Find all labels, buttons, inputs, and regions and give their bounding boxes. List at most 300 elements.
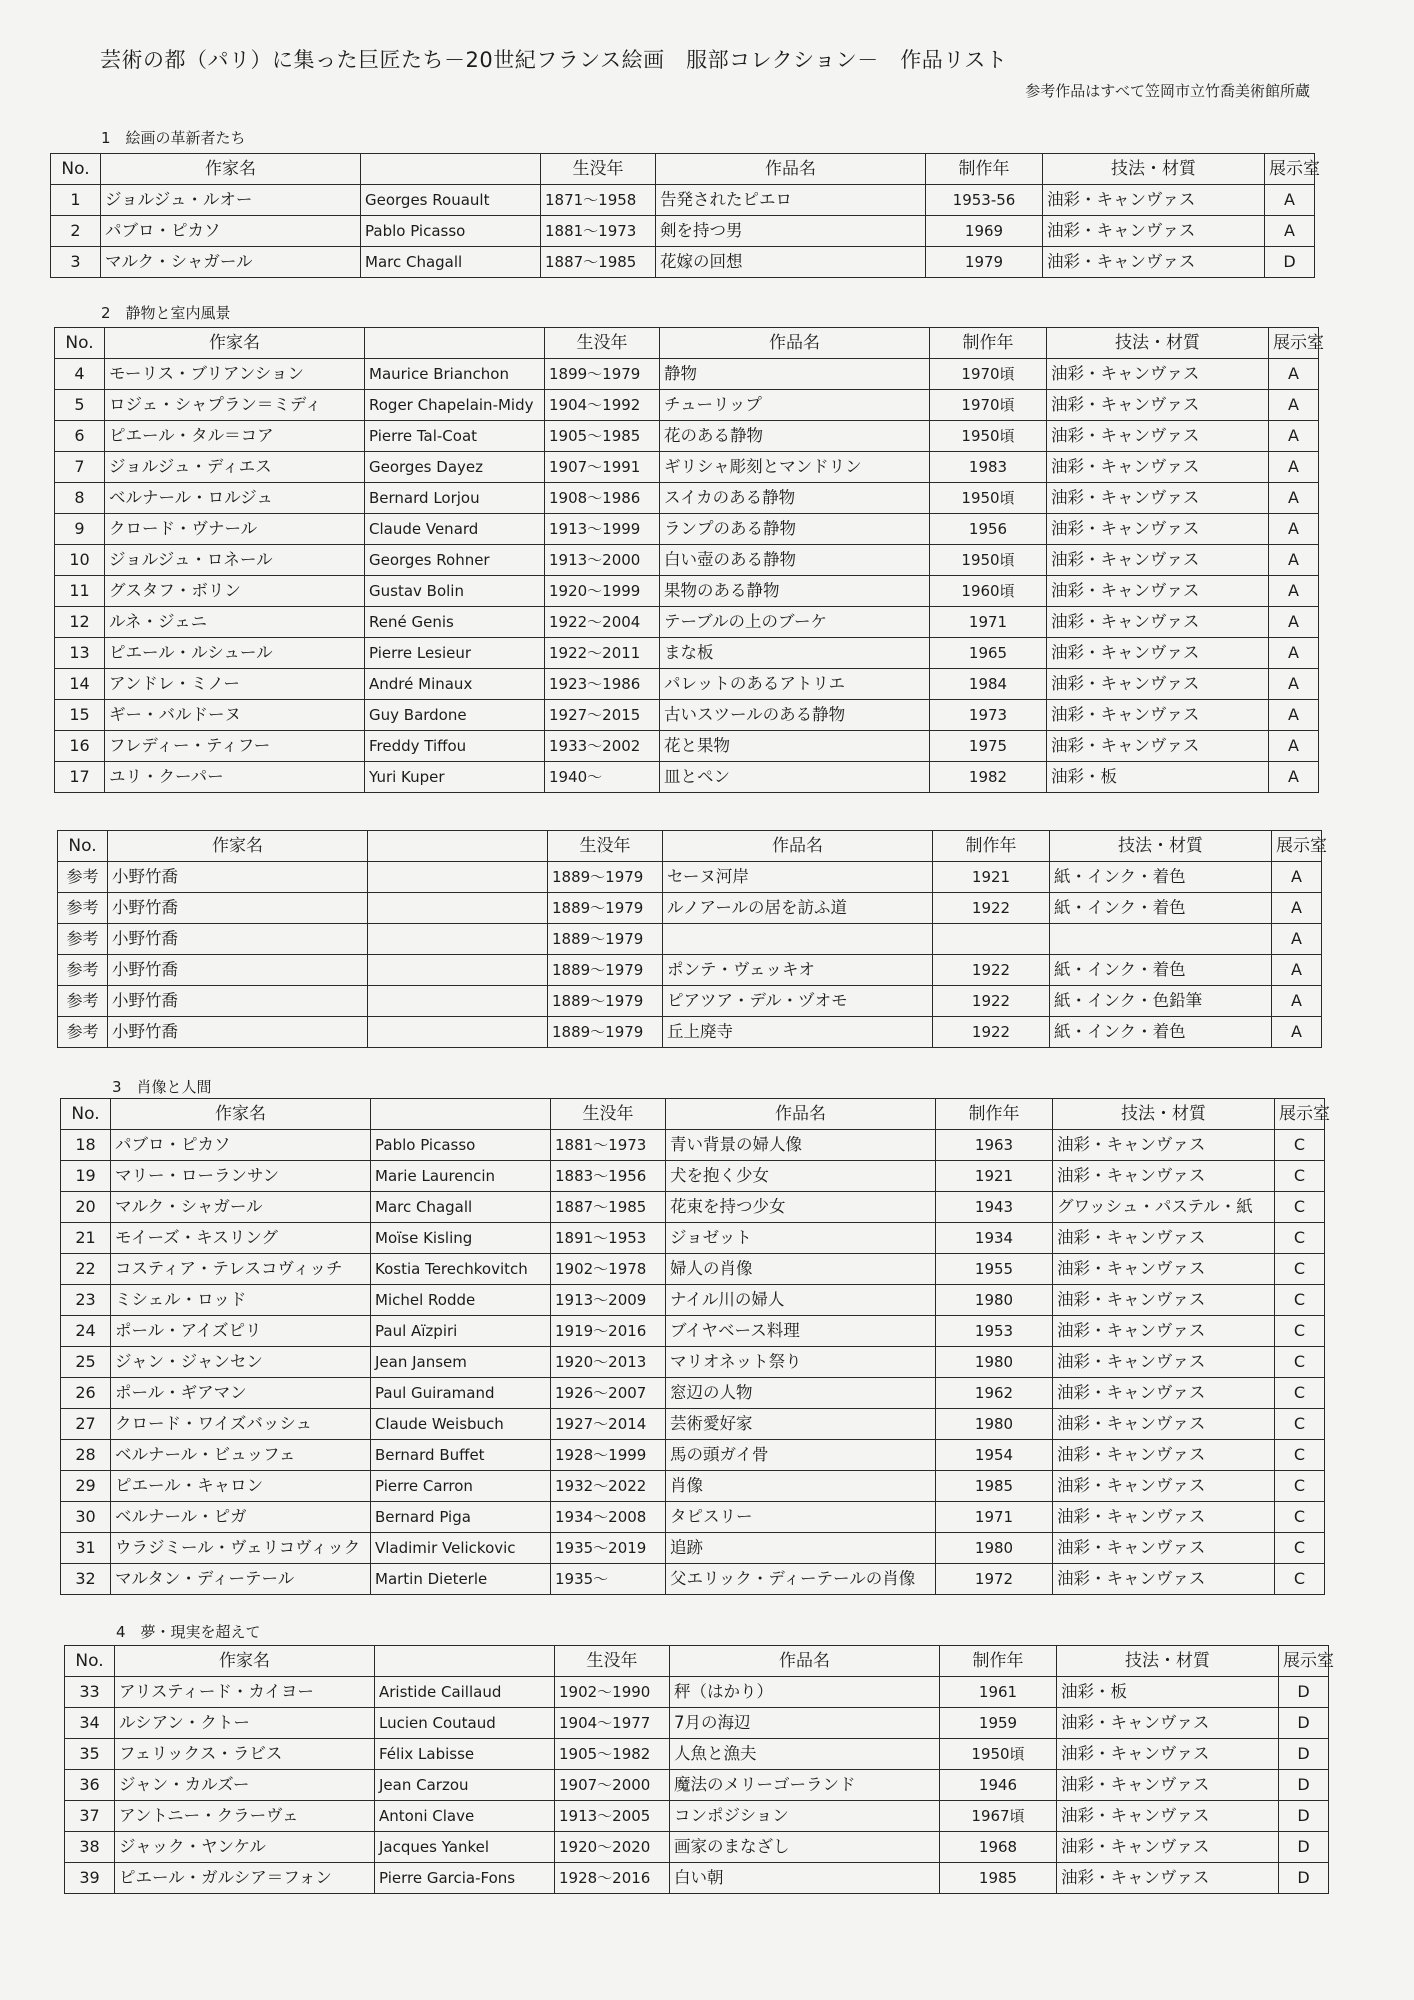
table-row: [61, 1130, 1325, 1161]
year-cell: 1972: [936, 1564, 1053, 1595]
artist-en-cell: Moïse Kisling: [371, 1223, 551, 1254]
artist-en-cell: Marc Chagall: [361, 247, 541, 278]
room-cell: A: [1269, 576, 1319, 607]
artist-en-cell: Lucien Coutaud: [375, 1708, 555, 1739]
table-row: [55, 669, 1319, 700]
room-cell: D: [1279, 1677, 1329, 1708]
work-title-cell: 皿とペン: [660, 762, 930, 793]
artist-ja-cell: フレディー・ティフー: [105, 731, 365, 762]
year-cell: 1983: [930, 452, 1047, 483]
work-title-cell: チューリップ: [660, 390, 930, 421]
section-heading-4: 4 夢・現実を超えて: [116, 1623, 261, 1641]
number-cell: 17: [55, 762, 105, 793]
work-title-cell: 父エリック・ディーテールの肖像: [666, 1564, 936, 1595]
table-row: [55, 359, 1319, 390]
artist-ja-cell: アリスティード・カイヨー: [115, 1677, 375, 1708]
table-row: [55, 731, 1319, 762]
work-title-cell: 花と果物: [660, 731, 930, 762]
year-cell: 1971: [930, 607, 1047, 638]
room-cell: A: [1272, 893, 1322, 924]
room-cell: D: [1279, 1708, 1329, 1739]
table-row: [61, 1192, 1325, 1223]
work-title-cell: 肖像: [666, 1471, 936, 1502]
room-cell: A: [1265, 185, 1315, 216]
medium-cell: 油彩・キャンヴァス: [1047, 638, 1269, 669]
header-artist: 作家名: [101, 154, 361, 185]
room-cell: D: [1279, 1739, 1329, 1770]
header-medium: 技法・材質: [1057, 1646, 1279, 1677]
document-title: 芸術の都（パリ）に集った巨匠たち－20世紀フランス絵画 服部コレクション－ 作品リスト: [100, 48, 1008, 72]
lifespan-cell: 1922～2004: [545, 607, 660, 638]
header-year: 制作年: [940, 1646, 1057, 1677]
medium-cell: 油彩・キャンヴァス: [1043, 247, 1265, 278]
lifespan-cell: 1889～1979: [548, 955, 663, 986]
artist-ja-cell: ギー・バルドーヌ: [105, 700, 365, 731]
lifespan-cell: 1934～2008: [551, 1502, 666, 1533]
medium-cell: 油彩・板: [1047, 762, 1269, 793]
medium-cell: 油彩・キャンヴァス: [1057, 1770, 1279, 1801]
room-cell: A: [1269, 607, 1319, 638]
year-cell: 1982: [930, 762, 1047, 793]
table-row: [61, 1347, 1325, 1378]
section-heading-1: 1 絵画の革新者たち: [101, 129, 246, 147]
artist-en-cell: Pierre Tal-Coat: [365, 421, 545, 452]
artwork-table-2: [54, 327, 1324, 793]
medium-cell: 油彩・キャンヴァス: [1053, 1347, 1275, 1378]
header-no: No.: [55, 328, 105, 359]
number-cell: 参考: [58, 955, 108, 986]
artist-ja-cell: パブロ・ピカソ: [101, 216, 361, 247]
artist-en-cell: René Genis: [365, 607, 545, 638]
artist-en-cell: [368, 893, 548, 924]
header-artist-en: [375, 1646, 555, 1677]
work-title-cell: まな板: [660, 638, 930, 669]
artist-ja-cell: パブロ・ピカソ: [111, 1130, 371, 1161]
year-cell: 1984: [930, 669, 1047, 700]
number-cell: 15: [55, 700, 105, 731]
artist-ja-cell: ピエール・タル＝コア: [105, 421, 365, 452]
header-life: 生没年: [551, 1099, 666, 1130]
header-room: 展示室: [1272, 831, 1322, 862]
work-title-cell: 花のある静物: [660, 421, 930, 452]
work-title-cell: ルノアールの居を訪ふ道: [663, 893, 933, 924]
artist-en-cell: [368, 862, 548, 893]
number-cell: 24: [61, 1316, 111, 1347]
year-cell: 1959: [940, 1708, 1057, 1739]
year-cell: 1975: [930, 731, 1047, 762]
medium-cell: 油彩・キャンヴァス: [1057, 1832, 1279, 1863]
number-cell: 5: [55, 390, 105, 421]
room-cell: A: [1272, 986, 1322, 1017]
lifespan-cell: 1891～1953: [551, 1223, 666, 1254]
artist-en-cell: Bernard Buffet: [371, 1440, 551, 1471]
number-cell: 39: [65, 1863, 115, 1894]
artist-en-cell: Félix Labisse: [375, 1739, 555, 1770]
table-row: [51, 247, 1315, 278]
number-cell: 22: [61, 1254, 111, 1285]
room-cell: A: [1269, 390, 1319, 421]
artist-ja-cell: ジャック・ヤンケル: [115, 1832, 375, 1863]
number-cell: 30: [61, 1502, 111, 1533]
year-cell: 1962: [936, 1378, 1053, 1409]
lifespan-cell: 1887～1985: [541, 247, 656, 278]
table-row: [61, 1564, 1325, 1595]
artist-en-cell: Aristide Caillaud: [375, 1677, 555, 1708]
header-artist: 作家名: [111, 1099, 371, 1130]
artist-en-cell: Antoni Clave: [375, 1801, 555, 1832]
work-title-cell: コンポジション: [670, 1801, 940, 1832]
artist-en-cell: Pablo Picasso: [371, 1130, 551, 1161]
header-life: 生没年: [548, 831, 663, 862]
room-cell: C: [1275, 1130, 1325, 1161]
work-title-cell: 花嫁の回想: [656, 247, 926, 278]
work-title-cell: ランプのある静物: [660, 514, 930, 545]
room-cell: A: [1272, 924, 1322, 955]
number-cell: 33: [65, 1677, 115, 1708]
medium-cell: 油彩・キャンヴァス: [1053, 1285, 1275, 1316]
room-cell: A: [1269, 452, 1319, 483]
table-row: [61, 1223, 1325, 1254]
lifespan-cell: 1923～1986: [545, 669, 660, 700]
lifespan-cell: 1928～2016: [555, 1863, 670, 1894]
room-cell: A: [1269, 669, 1319, 700]
artist-ja-cell: 小野竹喬: [108, 893, 368, 924]
lifespan-cell: 1913～2000: [545, 545, 660, 576]
year-cell: 1953: [936, 1316, 1053, 1347]
number-cell: 12: [55, 607, 105, 638]
number-cell: 38: [65, 1832, 115, 1863]
artwork-table-4: [64, 1645, 1334, 1894]
artist-ja-cell: ユリ・クーパー: [105, 762, 365, 793]
number-cell: 参考: [58, 986, 108, 1017]
lifespan-cell: 1927～2014: [551, 1409, 666, 1440]
table-row: [61, 1316, 1325, 1347]
number-cell: 32: [61, 1564, 111, 1595]
medium-cell: 油彩・キャンヴァス: [1043, 185, 1265, 216]
section-heading-3: 3 肖像と人間: [112, 1078, 212, 1096]
year-cell: 1980: [936, 1285, 1053, 1316]
artist-en-cell: Marc Chagall: [371, 1192, 551, 1223]
table-row: [61, 1254, 1325, 1285]
year-cell: 1921: [933, 862, 1050, 893]
medium-cell: 油彩・キャンヴァス: [1047, 545, 1269, 576]
header-life: 生没年: [545, 328, 660, 359]
artist-en-cell: Jean Carzou: [375, 1770, 555, 1801]
work-title-cell: 白い壺のある静物: [660, 545, 930, 576]
lifespan-cell: 1913～2005: [555, 1801, 670, 1832]
year-cell: 1969: [926, 216, 1043, 247]
lifespan-cell: 1907～2000: [555, 1770, 670, 1801]
year-cell: 1950頃: [930, 545, 1047, 576]
artist-en-cell: [368, 955, 548, 986]
year-cell: 1950頃: [930, 483, 1047, 514]
room-cell: C: [1275, 1533, 1325, 1564]
work-title-cell: 果物のある静物: [660, 576, 930, 607]
artist-ja-cell: 小野竹喬: [108, 862, 368, 893]
artist-ja-cell: ジャン・ジャンセン: [111, 1347, 371, 1378]
table-row: [55, 700, 1319, 731]
year-cell: 1934: [936, 1223, 1053, 1254]
lifespan-cell: 1927～2015: [545, 700, 660, 731]
number-cell: 参考: [58, 1017, 108, 1048]
year-cell: 1955: [936, 1254, 1053, 1285]
artist-ja-cell: 小野竹喬: [108, 955, 368, 986]
medium-cell: 油彩・キャンヴァス: [1043, 216, 1265, 247]
work-title-cell: 秤（はかり）: [670, 1677, 940, 1708]
medium-cell: 油彩・キャンヴァス: [1047, 700, 1269, 731]
lifespan-cell: 1889～1979: [548, 893, 663, 924]
table-row: [61, 1378, 1325, 1409]
room-cell: A: [1272, 862, 1322, 893]
header-no: No.: [58, 831, 108, 862]
artist-en-cell: Vladimir Velickovic: [371, 1533, 551, 1564]
number-cell: 21: [61, 1223, 111, 1254]
number-cell: 参考: [58, 924, 108, 955]
lifespan-cell: 1889～1979: [548, 986, 663, 1017]
lifespan-cell: 1889～1979: [548, 862, 663, 893]
lifespan-cell: 1904～1992: [545, 390, 660, 421]
year-cell: [933, 924, 1050, 955]
room-cell: C: [1275, 1409, 1325, 1440]
lifespan-cell: 1928～1999: [551, 1440, 666, 1471]
year-cell: 1922: [933, 1017, 1050, 1048]
artist-ja-cell: アントニー・クラーヴェ: [115, 1801, 375, 1832]
table-row: [55, 545, 1319, 576]
artist-en-cell: André Minaux: [365, 669, 545, 700]
work-title-cell: ナイル川の婦人: [666, 1285, 936, 1316]
number-cell: 20: [61, 1192, 111, 1223]
number-cell: 29: [61, 1471, 111, 1502]
year-cell: 1946: [940, 1770, 1057, 1801]
work-title-cell: 7月の海辺: [670, 1708, 940, 1739]
table-row: [61, 1533, 1325, 1564]
medium-cell: 油彩・キャンヴァス: [1053, 1223, 1275, 1254]
artist-en-cell: Claude Weisbuch: [371, 1409, 551, 1440]
artist-en-cell: Guy Bardone: [365, 700, 545, 731]
artist-en-cell: Martin Dieterle: [371, 1564, 551, 1595]
header-work: 作品名: [670, 1646, 940, 1677]
year-cell: 1953-56: [926, 185, 1043, 216]
medium-cell: 油彩・キャンヴァス: [1053, 1254, 1275, 1285]
section-heading-2: 2 静物と室内風景: [101, 304, 231, 322]
medium-cell: 油彩・キャンヴァス: [1047, 514, 1269, 545]
work-title-cell: 婦人の肖像: [666, 1254, 936, 1285]
medium-cell: 油彩・キャンヴァス: [1053, 1533, 1275, 1564]
number-cell: 14: [55, 669, 105, 700]
work-title-cell: セーヌ河岸: [663, 862, 933, 893]
room-cell: A: [1269, 762, 1319, 793]
room-cell: A: [1269, 359, 1319, 390]
medium-cell: 油彩・キャンヴァス: [1057, 1708, 1279, 1739]
table-row: [55, 607, 1319, 638]
year-cell: 1922: [933, 893, 1050, 924]
artist-en-cell: Kostia Terechkovitch: [371, 1254, 551, 1285]
artist-ja-cell: コスティア・テレスコヴィッチ: [111, 1254, 371, 1285]
table-row: [55, 483, 1319, 514]
work-title-cell: 白い朝: [670, 1863, 940, 1894]
artist-ja-cell: マルク・シャガール: [101, 247, 361, 278]
year-cell: 1970頃: [930, 390, 1047, 421]
year-cell: 1950頃: [930, 421, 1047, 452]
medium-cell: グワッシュ・パステル・紙: [1053, 1192, 1275, 1223]
work-title-cell: ブイヤベース料理: [666, 1316, 936, 1347]
lifespan-cell: 1940～: [545, 762, 660, 793]
header-work: 作品名: [656, 154, 926, 185]
artist-en-cell: Jean Jansem: [371, 1347, 551, 1378]
number-cell: 28: [61, 1440, 111, 1471]
lifespan-cell: 1913～1999: [545, 514, 660, 545]
room-cell: D: [1279, 1801, 1329, 1832]
medium-cell: 油彩・キャンヴァス: [1053, 1440, 1275, 1471]
lifespan-cell: 1907～1991: [545, 452, 660, 483]
header-year: 制作年: [930, 328, 1047, 359]
medium-cell: [1050, 924, 1272, 955]
artist-ja-cell: ポール・アイズピリ: [111, 1316, 371, 1347]
artist-en-cell: Georges Dayez: [365, 452, 545, 483]
work-title-cell: 丘上廃寺: [663, 1017, 933, 1048]
medium-cell: 油彩・キャンヴァス: [1053, 1130, 1275, 1161]
header-year: 制作年: [936, 1099, 1053, 1130]
work-title-cell: ギリシャ彫刻とマンドリン: [660, 452, 930, 483]
artist-en-cell: [368, 924, 548, 955]
artist-ja-cell: 小野竹喬: [108, 924, 368, 955]
medium-cell: 油彩・キャンヴァス: [1047, 359, 1269, 390]
work-title-cell: 犬を抱く少女: [666, 1161, 936, 1192]
artist-ja-cell: ジャン・カルズー: [115, 1770, 375, 1801]
medium-cell: 紙・インク・着色: [1050, 1017, 1272, 1048]
header-artist-en: [371, 1099, 551, 1130]
lifespan-cell: 1935～: [551, 1564, 666, 1595]
header-no: No.: [61, 1099, 111, 1130]
artist-ja-cell: ミシェル・ロッド: [111, 1285, 371, 1316]
artist-ja-cell: ルシアン・クトー: [115, 1708, 375, 1739]
lifespan-cell: 1905～1982: [555, 1739, 670, 1770]
header-year: 制作年: [933, 831, 1050, 862]
medium-cell: 油彩・キャンヴァス: [1053, 1409, 1275, 1440]
table-row: [55, 390, 1319, 421]
work-title-cell: 芸術愛好家: [666, 1409, 936, 1440]
number-cell: 27: [61, 1409, 111, 1440]
room-cell: C: [1275, 1254, 1325, 1285]
lifespan-cell: 1887～1985: [551, 1192, 666, 1223]
room-cell: C: [1275, 1223, 1325, 1254]
table-header-row: [61, 1099, 1325, 1130]
lifespan-cell: 1902～1990: [555, 1677, 670, 1708]
lifespan-cell: 1926～2007: [551, 1378, 666, 1409]
artist-ja-cell: グスタフ・ボリン: [105, 576, 365, 607]
header-room: 展示室: [1269, 328, 1319, 359]
artist-en-cell: Jacques Yankel: [375, 1832, 555, 1863]
medium-cell: 油彩・キャンヴァス: [1057, 1801, 1279, 1832]
medium-cell: 油彩・キャンヴァス: [1047, 390, 1269, 421]
number-cell: 34: [65, 1708, 115, 1739]
work-title-cell: 画家のまなざし: [670, 1832, 940, 1863]
table-row: [58, 862, 1322, 893]
room-cell: C: [1275, 1161, 1325, 1192]
number-cell: 9: [55, 514, 105, 545]
artist-en-cell: Claude Venard: [365, 514, 545, 545]
artist-en-cell: Bernard Piga: [371, 1502, 551, 1533]
header-artist-en: [365, 328, 545, 359]
year-cell: 1985: [936, 1471, 1053, 1502]
number-cell: 1: [51, 185, 101, 216]
artist-ja-cell: マルク・シャガール: [111, 1192, 371, 1223]
medium-cell: 油彩・キャンヴァス: [1057, 1739, 1279, 1770]
room-cell: C: [1275, 1440, 1325, 1471]
table-header-row: [51, 154, 1315, 185]
artist-ja-cell: ポール・ギアマン: [111, 1378, 371, 1409]
header-medium: 技法・材質: [1043, 154, 1265, 185]
artist-ja-cell: クロード・ヴナール: [105, 514, 365, 545]
artist-ja-cell: ピエール・キャロン: [111, 1471, 371, 1502]
room-cell: A: [1269, 421, 1319, 452]
room-cell: A: [1269, 731, 1319, 762]
table-row: [65, 1708, 1329, 1739]
work-title-cell: 静物: [660, 359, 930, 390]
medium-cell: 油彩・キャンヴァス: [1053, 1161, 1275, 1192]
table-row: [58, 955, 1322, 986]
artist-ja-cell: ベルナール・ロルジュ: [105, 483, 365, 514]
table-row: [65, 1801, 1329, 1832]
lifespan-cell: 1904～1977: [555, 1708, 670, 1739]
number-cell: 7: [55, 452, 105, 483]
table-header-row: [58, 831, 1322, 862]
artist-en-cell: Paul Guiramand: [371, 1378, 551, 1409]
work-title-cell: ジョゼット: [666, 1223, 936, 1254]
number-cell: 35: [65, 1739, 115, 1770]
number-cell: 10: [55, 545, 105, 576]
number-cell: 25: [61, 1347, 111, 1378]
lifespan-cell: 1889～1979: [548, 924, 663, 955]
table-row: [65, 1770, 1329, 1801]
year-cell: 1922: [933, 986, 1050, 1017]
year-cell: 1980: [936, 1347, 1053, 1378]
artist-en-cell: Bernard Lorjou: [365, 483, 545, 514]
lifespan-cell: 1933～2002: [545, 731, 660, 762]
lifespan-cell: 1913～2009: [551, 1285, 666, 1316]
number-cell: 36: [65, 1770, 115, 1801]
work-title-cell: パレットのあるアトリエ: [660, 669, 930, 700]
table-row: [58, 893, 1322, 924]
medium-cell: 紙・インク・着色: [1050, 955, 1272, 986]
work-title-cell: 追跡: [666, 1533, 936, 1564]
work-title-cell: スイカのある静物: [660, 483, 930, 514]
work-title-cell: 魔法のメリーゴーランド: [670, 1770, 940, 1801]
artist-en-cell: Michel Rodde: [371, 1285, 551, 1316]
artist-en-cell: Georges Rouault: [361, 185, 541, 216]
medium-cell: 油彩・キャンヴァス: [1053, 1316, 1275, 1347]
year-cell: 1979: [926, 247, 1043, 278]
number-cell: 参考: [58, 893, 108, 924]
lifespan-cell: 1920～2013: [551, 1347, 666, 1378]
work-title-cell: 馬の頭ガイ骨: [666, 1440, 936, 1471]
lifespan-cell: 1919～2016: [551, 1316, 666, 1347]
year-cell: 1980: [936, 1409, 1053, 1440]
artist-en-cell: Freddy Tiffou: [365, 731, 545, 762]
work-title-cell: マリオネット祭り: [666, 1347, 936, 1378]
year-cell: 1968: [940, 1832, 1057, 1863]
year-cell: 1971: [936, 1502, 1053, 1533]
room-cell: A: [1265, 216, 1315, 247]
year-cell: 1980: [936, 1533, 1053, 1564]
artist-en-cell: [368, 1017, 548, 1048]
room-cell: A: [1269, 638, 1319, 669]
room-cell: D: [1279, 1832, 1329, 1863]
lifespan-cell: 1920～1999: [545, 576, 660, 607]
lifespan-cell: 1922～2011: [545, 638, 660, 669]
artist-ja-cell: 小野竹喬: [108, 1017, 368, 1048]
header-medium: 技法・材質: [1047, 328, 1269, 359]
